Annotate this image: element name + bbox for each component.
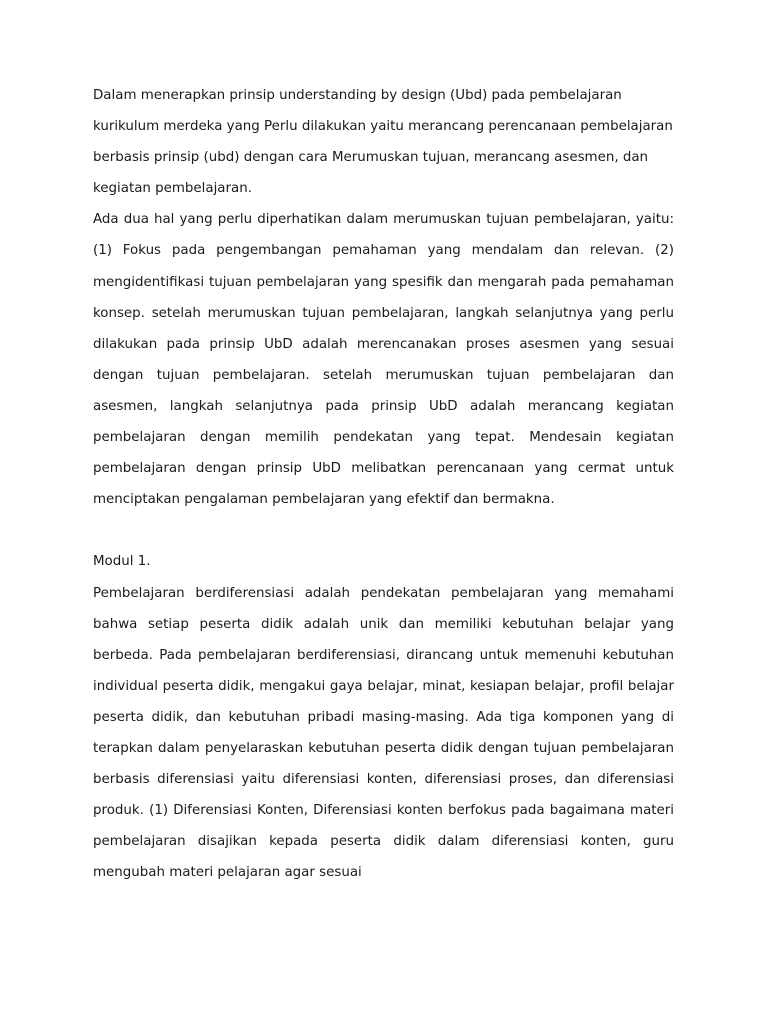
module-heading: Modul 1.	[93, 554, 151, 570]
paragraph-spacer	[93, 515, 674, 546]
learning-goals-paragraph: Ada dua hal yang perlu diperhatikan dalam merumuskan tujuan pembelajaran, yaitu: (1) Fokus pada pengembangan pemahaman yang mendalam dan relevan. (2) mengidentifikasi tujuan pembelajaran yang spesifik dan mengarah pada pemahaman konsep. setelah merumuskan tujuan pembelajaran, langkah selanjutnya yang perlu dilakukan pada prinsip UbD adalah merencanakan proses asesmen yang sesuai dengan tujuan pembelajaran. setelah merumuskan tujuan pembelajaran dan asesmen, langkah selanjutnya pada prinsip UbD adalah merancang kegiatan pembelajaran dengan memilih pendekatan yang tepat. Mendesain kegiatan pembelajaran dengan prinsip UbD melibatkan perencanaan yang cermat untuk menciptakan pengalaman pembelajaran yang efektif dan bermakna.	[93, 212, 674, 508]
differentiation-paragraph: Pembelajaran berdiferensiasi adalah pendekatan pembelajaran yang memahami bahwa setiap peserta didik adalah unik dan memiliki kebutuhan belajar yang berbeda. Pada pembelajaran berdiferensiasi, dirancang untuk memenuhi kebutuhan individual peserta didik, mengakui gaya belajar, minat, kesiapan belajar, profil belajar peserta didik, dan kebutuhan pribadi masing-masing. Ada tiga komponen yang di terapkan dalam penyelaraskan kebutuhan peserta didik dengan tujuan pembelajaran berbasis diferensiasi yaitu diferensiasi konten, diferensiasi proses, dan diferensiasi produk. (1) Diferensiasi Konten, Diferensiasi konten berfokus pada bagaimana materi pembelajaran disajikan kepada peserta didik dalam diferensiasi konten, guru mengubah materi pelajaran agar sesuai	[93, 585, 674, 881]
document-body	[93, 80, 674, 888]
intro-paragraph: Dalam menerapkan prinsip understanding by design (Ubd) pada pembelajaran kurikulum merdeka yang Perlu dilakukan yaitu merancang perencanaan pembelajaran berbasis prinsip (ubd) dengan cara Merumuskan tujuan, merancang asesmen, dan kegiatan pembelajaran.	[93, 88, 673, 197]
